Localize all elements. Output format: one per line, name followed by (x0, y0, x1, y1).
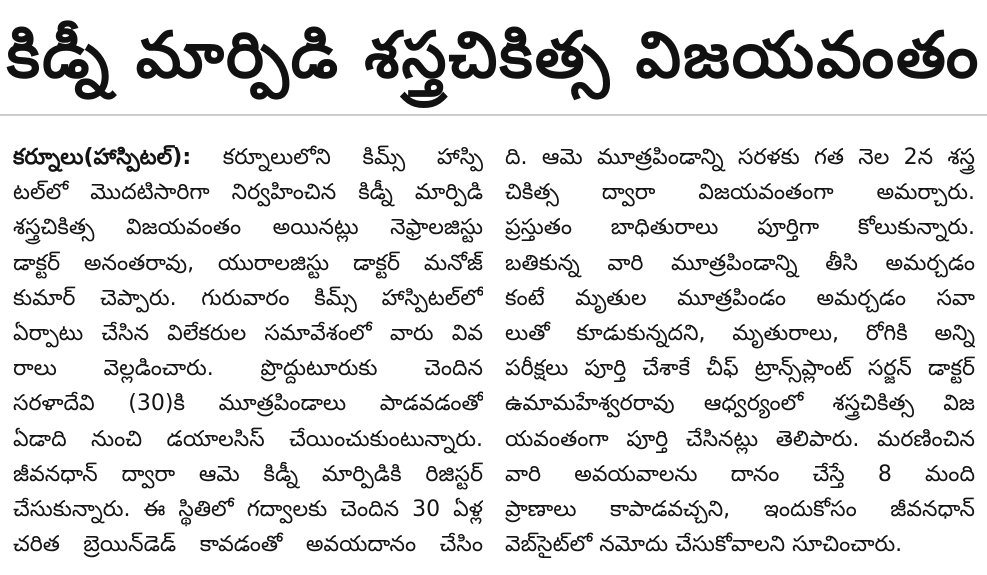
article-line: చికిత్స ద్వారా విజయవంతంగా అమర్చారు. (505, 180, 975, 206)
article-right-column (505, 140, 975, 562)
article-line: ఉమామహేశ్వరరావు ఆధ్వర్యంలో శస్త్రచికిత్స విజ (505, 391, 975, 417)
article-line: బతికున్న వారి మూత్రపిండాన్ని తీసి అమర్చడం (505, 250, 975, 276)
article-line: పరీక్షలు పూర్తి చేశాకే చీఫ్ ట్రాన్స్‌ప్లాంట్ సర్జన్ డాక్టర్ (505, 356, 975, 382)
column-gutter (493, 140, 494, 560)
article-line: ఏర్పాటు చేసిన విలేకరుల సమావేశంలో వారు వివ (13, 320, 483, 346)
article-line: వారి అవయవాలను దానం చేస్తే 8 మంది (505, 461, 975, 487)
article-line: సరళాదేవి (30)కి మూత్రపిండాలు పాడవడంతో (13, 391, 483, 417)
article-line: యవంతంగా పూర్తి చేసినట్లు తెలిపారు. మరణించిన (505, 426, 975, 452)
article-line-text: కర్నూలులోని కిమ్స్ హాస్పి (191, 145, 483, 170)
article-line: ప్రస్తుతం బాధితురాలు పూర్తిగా కోలుకున్నారు. (505, 215, 975, 241)
article-left-column (13, 140, 483, 562)
article-line: లుతో కూడుకున్నదని, మృతురాలు, రోగికి అన్ని (505, 320, 975, 346)
article-line: టల్‌లో మొదటిసారిగా నిర్వహించిన కిడ్నీ మార్పిడి (13, 180, 483, 206)
article-line: కుమార్ చెప్పారు. గురువారం కిమ్స్ హాస్పిటల్‌లో (13, 285, 483, 311)
headline-rule (0, 114, 987, 116)
article-line: ప్రాణాలు కాపాడవచ్చని, ఇందుకోసం జీవనధాన్ (505, 496, 975, 522)
article-line: ది. ఆమె మూత్రపిండాన్ని సరళకు గత నెల 2న శస్త్ర (505, 145, 975, 170)
article-line: జీవనధాన్ ద్వారా ఆమె కిడ్నీ మార్పిడికి రిజిస్టర్ (13, 461, 483, 487)
article-line: వెబ్‌సైట్‌లో నమోదు చేసుకోవాలని సూచించారు. (505, 532, 903, 558)
article-line: శస్త్రచికిత్స విజయవంతం అయినట్లు నెఫ్రాలజిస్టు (13, 215, 483, 241)
article-line: కంటే మృతుల మూత్రపిండం అమర్చడం సవా (505, 285, 975, 311)
article-dateline: కర్నూలు(హాస్పిటల్): (13, 145, 192, 170)
article-line: డాక్టర్ అనంతరావు, యురాలజిస్టు డాక్టర్ మనోజ్ (13, 250, 483, 276)
article-line: ఏడాది నుంచి డయాలసిస్ చేయించుకుంటున్నారు. (13, 426, 483, 452)
article-line: చరిత బ్రెయిన్‌డెడ్ కావడంతో అవయదానం చేసిం (13, 532, 483, 558)
article-line: రాలు వెల్లడించారు. ప్రొద్దుటూరుకు చెందిన (13, 356, 483, 382)
article-line: చేసుకున్నారు. ఈ స్థితిలో గద్వాలకు చెందిన 30 ఏళ్ల (13, 496, 483, 522)
article-headline: కిడ్నీ మార్పిడి శస్త్రచికిత్స విజయవంతం (6, 19, 981, 93)
article-line (13, 140, 483, 175)
